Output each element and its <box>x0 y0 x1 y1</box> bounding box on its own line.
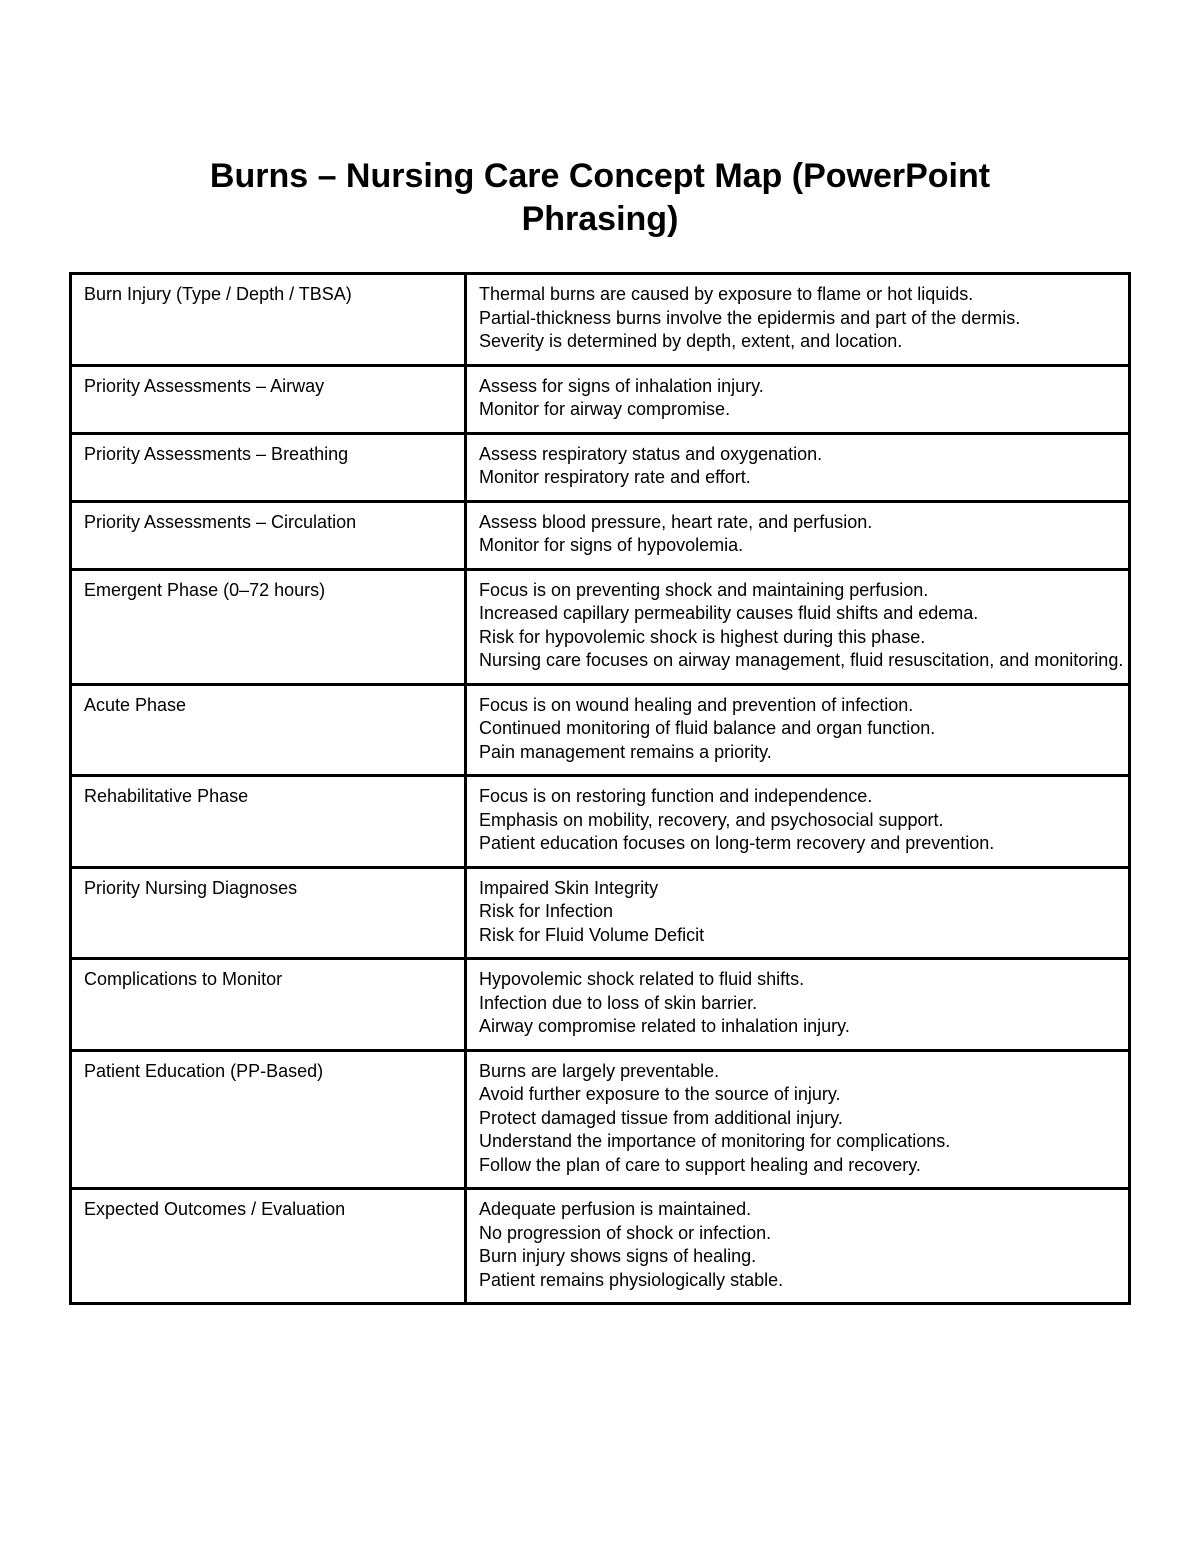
detail-line: Understand the importance of monitoring for complications. <box>479 1131 951 1151</box>
page-title-line-2: Phrasing) <box>521 200 679 238</box>
row-details <box>466 1189 1130 1304</box>
table-row-acute-phase <box>71 684 1130 776</box>
detail-line: Impaired Skin Integrity <box>479 877 659 898</box>
detail-line: Follow the plan of care to support healing and recovery. <box>479 1154 921 1175</box>
detail-line: Partial-thickness burns involve the epidermis and part of the dermis. <box>479 307 1021 328</box>
detail-line: Burns are largely preventable. <box>479 1060 720 1081</box>
row-label: Complications to Monitor <box>71 959 466 1051</box>
detail-line: Protect damaged tissue from additional injury. <box>479 1107 843 1128</box>
row-label: Rehabilitative Phase <box>71 776 466 868</box>
detail-line: Infection due to loss of skin barrier. <box>479 992 758 1013</box>
row-details <box>466 867 1130 959</box>
detail-line: Pain management remains a priority. <box>479 741 772 762</box>
row-label: Priority Assessments – Airway <box>71 365 466 433</box>
detail-line: Monitor for airway compromise. <box>479 399 731 419</box>
table-row-emergent-phase <box>71 569 1130 684</box>
detail-line: Airway compromise related to inhalation injury. <box>479 1016 850 1036</box>
detail-line: Thermal burns are caused by exposure to flame or hot liquids. <box>479 284 974 304</box>
detail-line: Assess for signs of inhalation injury. <box>479 375 764 396</box>
row-details <box>466 365 1130 433</box>
row-label: Priority Nursing Diagnoses <box>71 867 466 959</box>
row-label: Priority Assessments – Breathing <box>71 433 466 501</box>
detail-line: Focus is on preventing shock and maintaining perfusion. <box>479 579 929 600</box>
detail-line: Focus is on restoring function and independence. <box>479 786 873 806</box>
row-label: Patient Education (PP-Based) <box>71 1050 466 1189</box>
row-label: Expected Outcomes / Evaluation <box>71 1189 466 1304</box>
row-label: Acute Phase <box>71 684 466 776</box>
table-row-nursing-diagnoses <box>71 867 1130 959</box>
row-details <box>466 274 1130 366</box>
row-details <box>466 776 1130 868</box>
table-row-expected-outcomes <box>71 1189 1130 1304</box>
detail-line: Monitor for signs of hypovolemia. <box>479 535 744 555</box>
detail-line: Monitor respiratory rate and effort. <box>479 467 751 487</box>
row-details <box>466 569 1130 684</box>
row-label: Emergent Phase (0–72 hours) <box>71 569 466 684</box>
table-row-airway <box>71 365 1130 433</box>
row-label: Priority Assessments – Circulation <box>71 501 466 569</box>
row-details <box>466 1050 1130 1189</box>
detail-line: Assess blood pressure, heart rate, and perfusion. <box>479 511 873 532</box>
detail-line: Nursing care focuses on airway management, fluid resuscitation, and monitoring. <box>479 650 1124 670</box>
detail-line: Burn injury shows signs of healing. <box>479 1246 757 1266</box>
row-details <box>466 433 1130 501</box>
row-details <box>466 959 1130 1051</box>
row-details <box>466 501 1130 569</box>
detail-line: Adequate perfusion is maintained. <box>479 1199 752 1219</box>
detail-line: Risk for Fluid Volume Deficit <box>479 924 705 945</box>
detail-line: Focus is on wound healing and prevention of infection. <box>479 694 914 715</box>
detail-line: No progression of shock or infection. <box>479 1222 772 1243</box>
table-row-breathing <box>71 433 1130 501</box>
page-title-line-1: Burns – Nursing Care Concept Map (PowerPoint <box>209 157 991 195</box>
detail-line: Risk for Infection <box>479 901 614 921</box>
page-title <box>0 155 1200 241</box>
detail-line: Avoid further exposure to the source of injury. <box>479 1084 841 1104</box>
detail-line: Continued monitoring of fluid balance and organ function. <box>479 718 936 738</box>
row-details <box>466 684 1130 776</box>
table-row-rehabilitative-phase <box>71 776 1130 868</box>
table-row-complications <box>71 959 1130 1051</box>
detail-line: Severity is determined by depth, extent, and location. <box>479 331 903 351</box>
detail-line: Hypovolemic shock related to fluid shifts. <box>479 969 805 989</box>
detail-line: Patient remains physiologically stable. <box>479 1269 784 1290</box>
detail-line: Increased capillary permeability causes fluid shifts and edema. <box>479 603 979 623</box>
table-row-patient-education <box>71 1050 1130 1189</box>
concept-map-table <box>69 272 1131 1305</box>
detail-line: Assess respiratory status and oxygenation. <box>479 443 823 464</box>
table-row-circulation <box>71 501 1130 569</box>
row-label: Burn Injury (Type / Depth / TBSA) <box>71 274 466 366</box>
detail-line: Patient education focuses on long-term recovery and prevention. <box>479 833 995 853</box>
detail-line: Risk for hypovolemic shock is highest during this phase. <box>479 626 926 647</box>
table-row-burn-injury <box>71 274 1130 366</box>
detail-line: Emphasis on mobility, recovery, and psychosocial support. <box>479 809 944 830</box>
